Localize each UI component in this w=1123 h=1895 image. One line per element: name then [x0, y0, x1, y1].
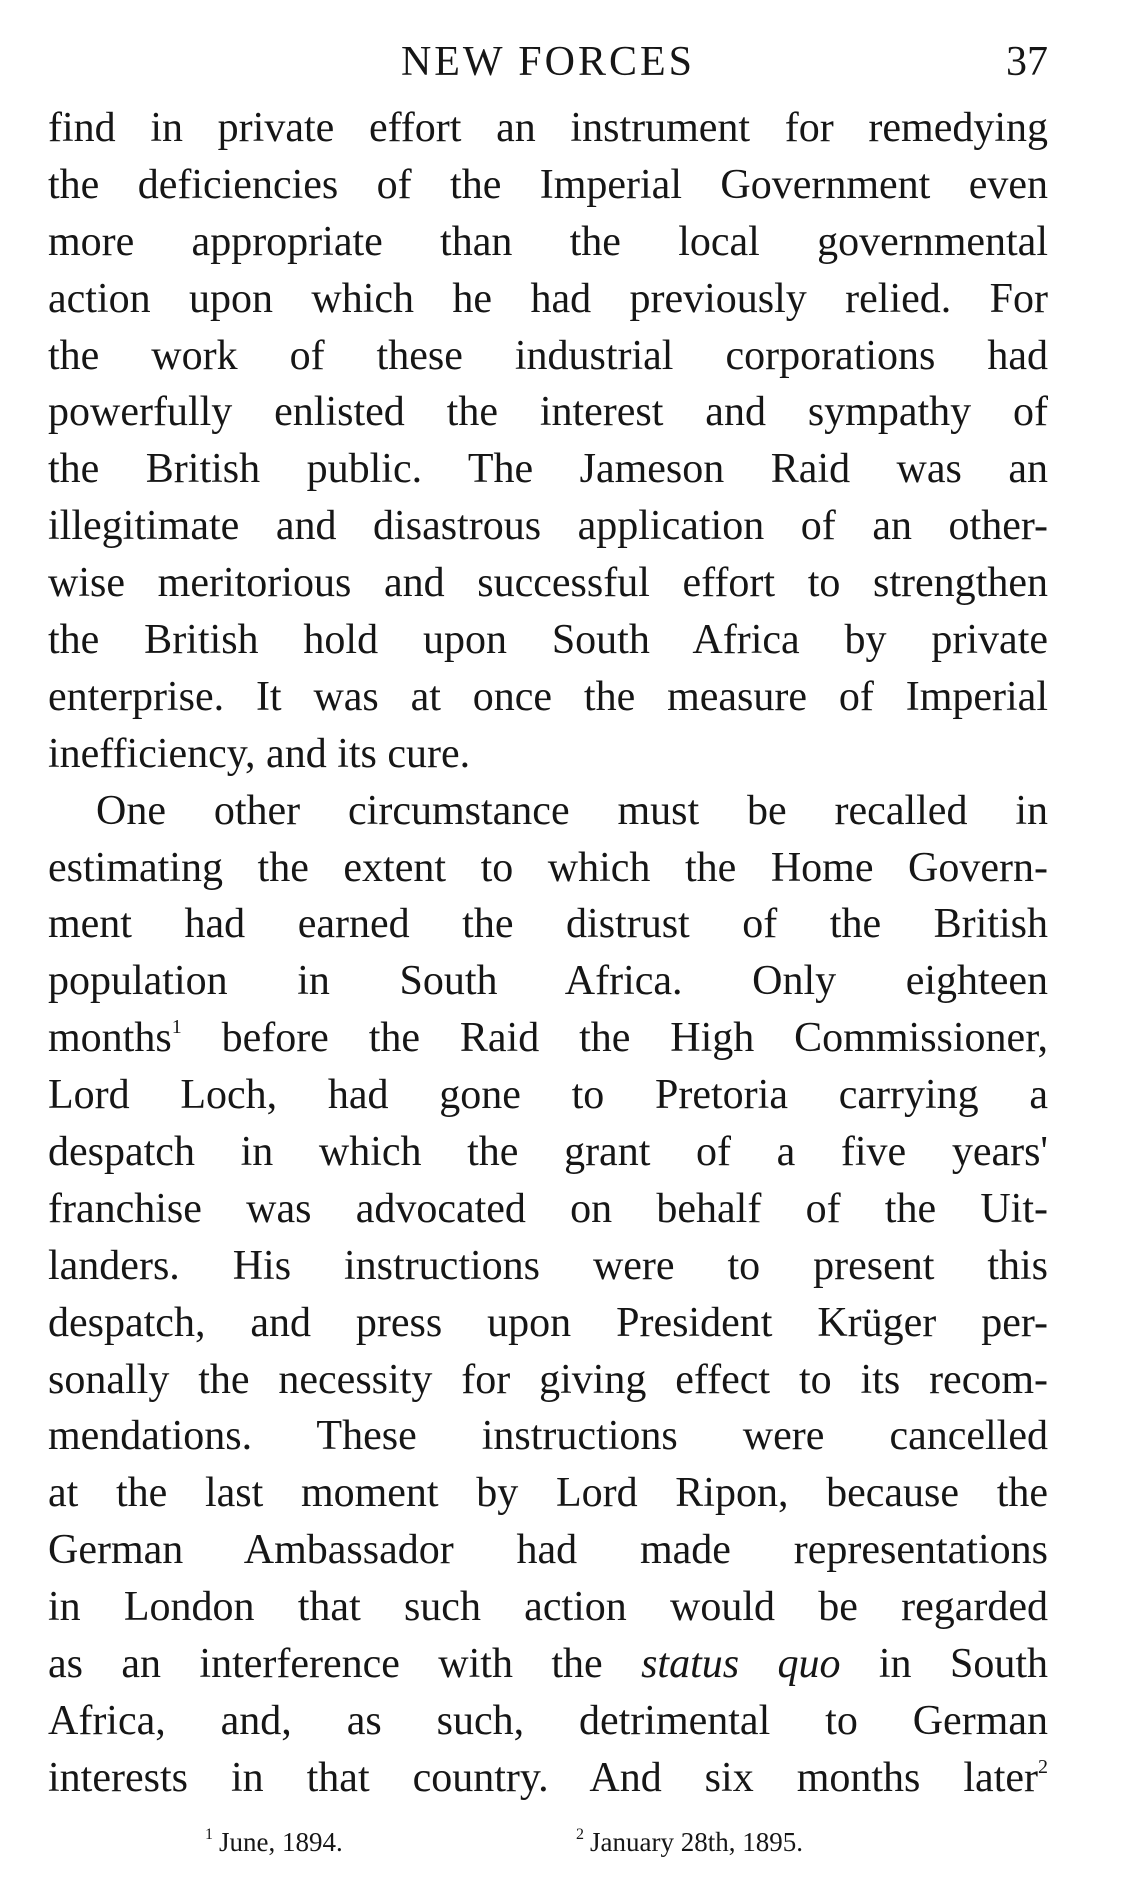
text-line: ment had earned the distrust of the British — [48, 901, 1048, 948]
text-line: franchise was advocated on behalf of the Uit- — [48, 1185, 1048, 1232]
text-line — [48, 1636, 1048, 1693]
text-line: the British public. The Jameson Raid was an — [48, 446, 1048, 493]
italic-phrase: status quo — [641, 1641, 841, 1688]
text-line: more appropriate than the local governmental — [48, 218, 1048, 265]
text-line: sonally the necessity for giving effect to its recom- — [48, 1356, 1048, 1403]
footnote-1-text: June, 1894. — [219, 1827, 343, 1857]
paragraph-2 — [48, 783, 1048, 1807]
text-line: wise meritorious and successful effort to strengthen — [48, 560, 1048, 607]
text-line: mendations. These instructions were cancelled — [48, 1413, 1048, 1460]
text-line: in London that such action would be regarded — [48, 1584, 1048, 1631]
text-line: Lord Loch, had gone to Pretoria carrying a — [48, 1072, 1048, 1119]
text-line: at the last moment by Lord Ripon, because the — [48, 1470, 1048, 1517]
text-line: landers. His instructions were to present this — [48, 1242, 1048, 1289]
footnote-1-mark: 1 — [205, 1826, 213, 1843]
page-number: 37 — [1006, 39, 1048, 85]
text-line: the work of these industrial corporations had — [48, 332, 1048, 379]
text-line: inefficiency, and its cure. — [48, 730, 471, 777]
text-line — [48, 1750, 1048, 1807]
text-segment: in South — [840, 1641, 1048, 1688]
footnote-2-mark: 2 — [576, 1826, 584, 1843]
text-segment: before the Raid the High Commissioner, — [181, 1015, 1048, 1062]
text-line: population in South Africa. Only eighteen — [48, 958, 1048, 1005]
text-line: Africa, and, as such, detrimental to German — [48, 1697, 1048, 1744]
text-line: German Ambassador had made representations — [48, 1527, 1048, 1574]
body-text — [48, 100, 1048, 1807]
footnote-2-text: January 28th, 1895. — [590, 1827, 803, 1857]
footnote-2 — [576, 1822, 803, 1862]
text-line: estimating the extent to which the Home Govern- — [48, 844, 1048, 891]
text-segment: months — [48, 1015, 172, 1062]
text-line: despatch, and press upon President Krüger per- — [48, 1299, 1048, 1346]
footnote-reference-1: 1 — [171, 1016, 182, 1039]
text-line: despatch in which the grant of a five years' — [48, 1129, 1048, 1176]
footnote-1 — [205, 1822, 343, 1862]
text-segment: as an interference with the — [48, 1641, 642, 1688]
text-line: powerfully enlisted the interest and sympathy of — [48, 389, 1048, 436]
text-line: action upon which he had previously relied. For — [48, 275, 1048, 322]
text-line: illegitimate and disastrous application of an other- — [48, 503, 1048, 550]
text-line — [48, 1010, 1048, 1067]
text-line: enterprise. It was at once the measure of Imperial — [48, 673, 1048, 720]
text-segment: interests in that country. And six months later — [48, 1754, 1038, 1801]
paragraph-1 — [48, 100, 1048, 783]
running-title: NEW FORCES — [400, 39, 696, 85]
text-line: the deficiencies of the Imperial Government even — [48, 161, 1048, 208]
running-head — [48, 34, 1048, 90]
text-line: the British hold upon South Africa by private — [48, 617, 1048, 664]
text-line: find in private effort an instrument for remedying — [48, 105, 1048, 151]
footnotes — [0, 1822, 1123, 1862]
footnote-reference-2: 2 — [1038, 1755, 1048, 1778]
text-line: One other circumstance must be recalled in — [96, 787, 1048, 834]
